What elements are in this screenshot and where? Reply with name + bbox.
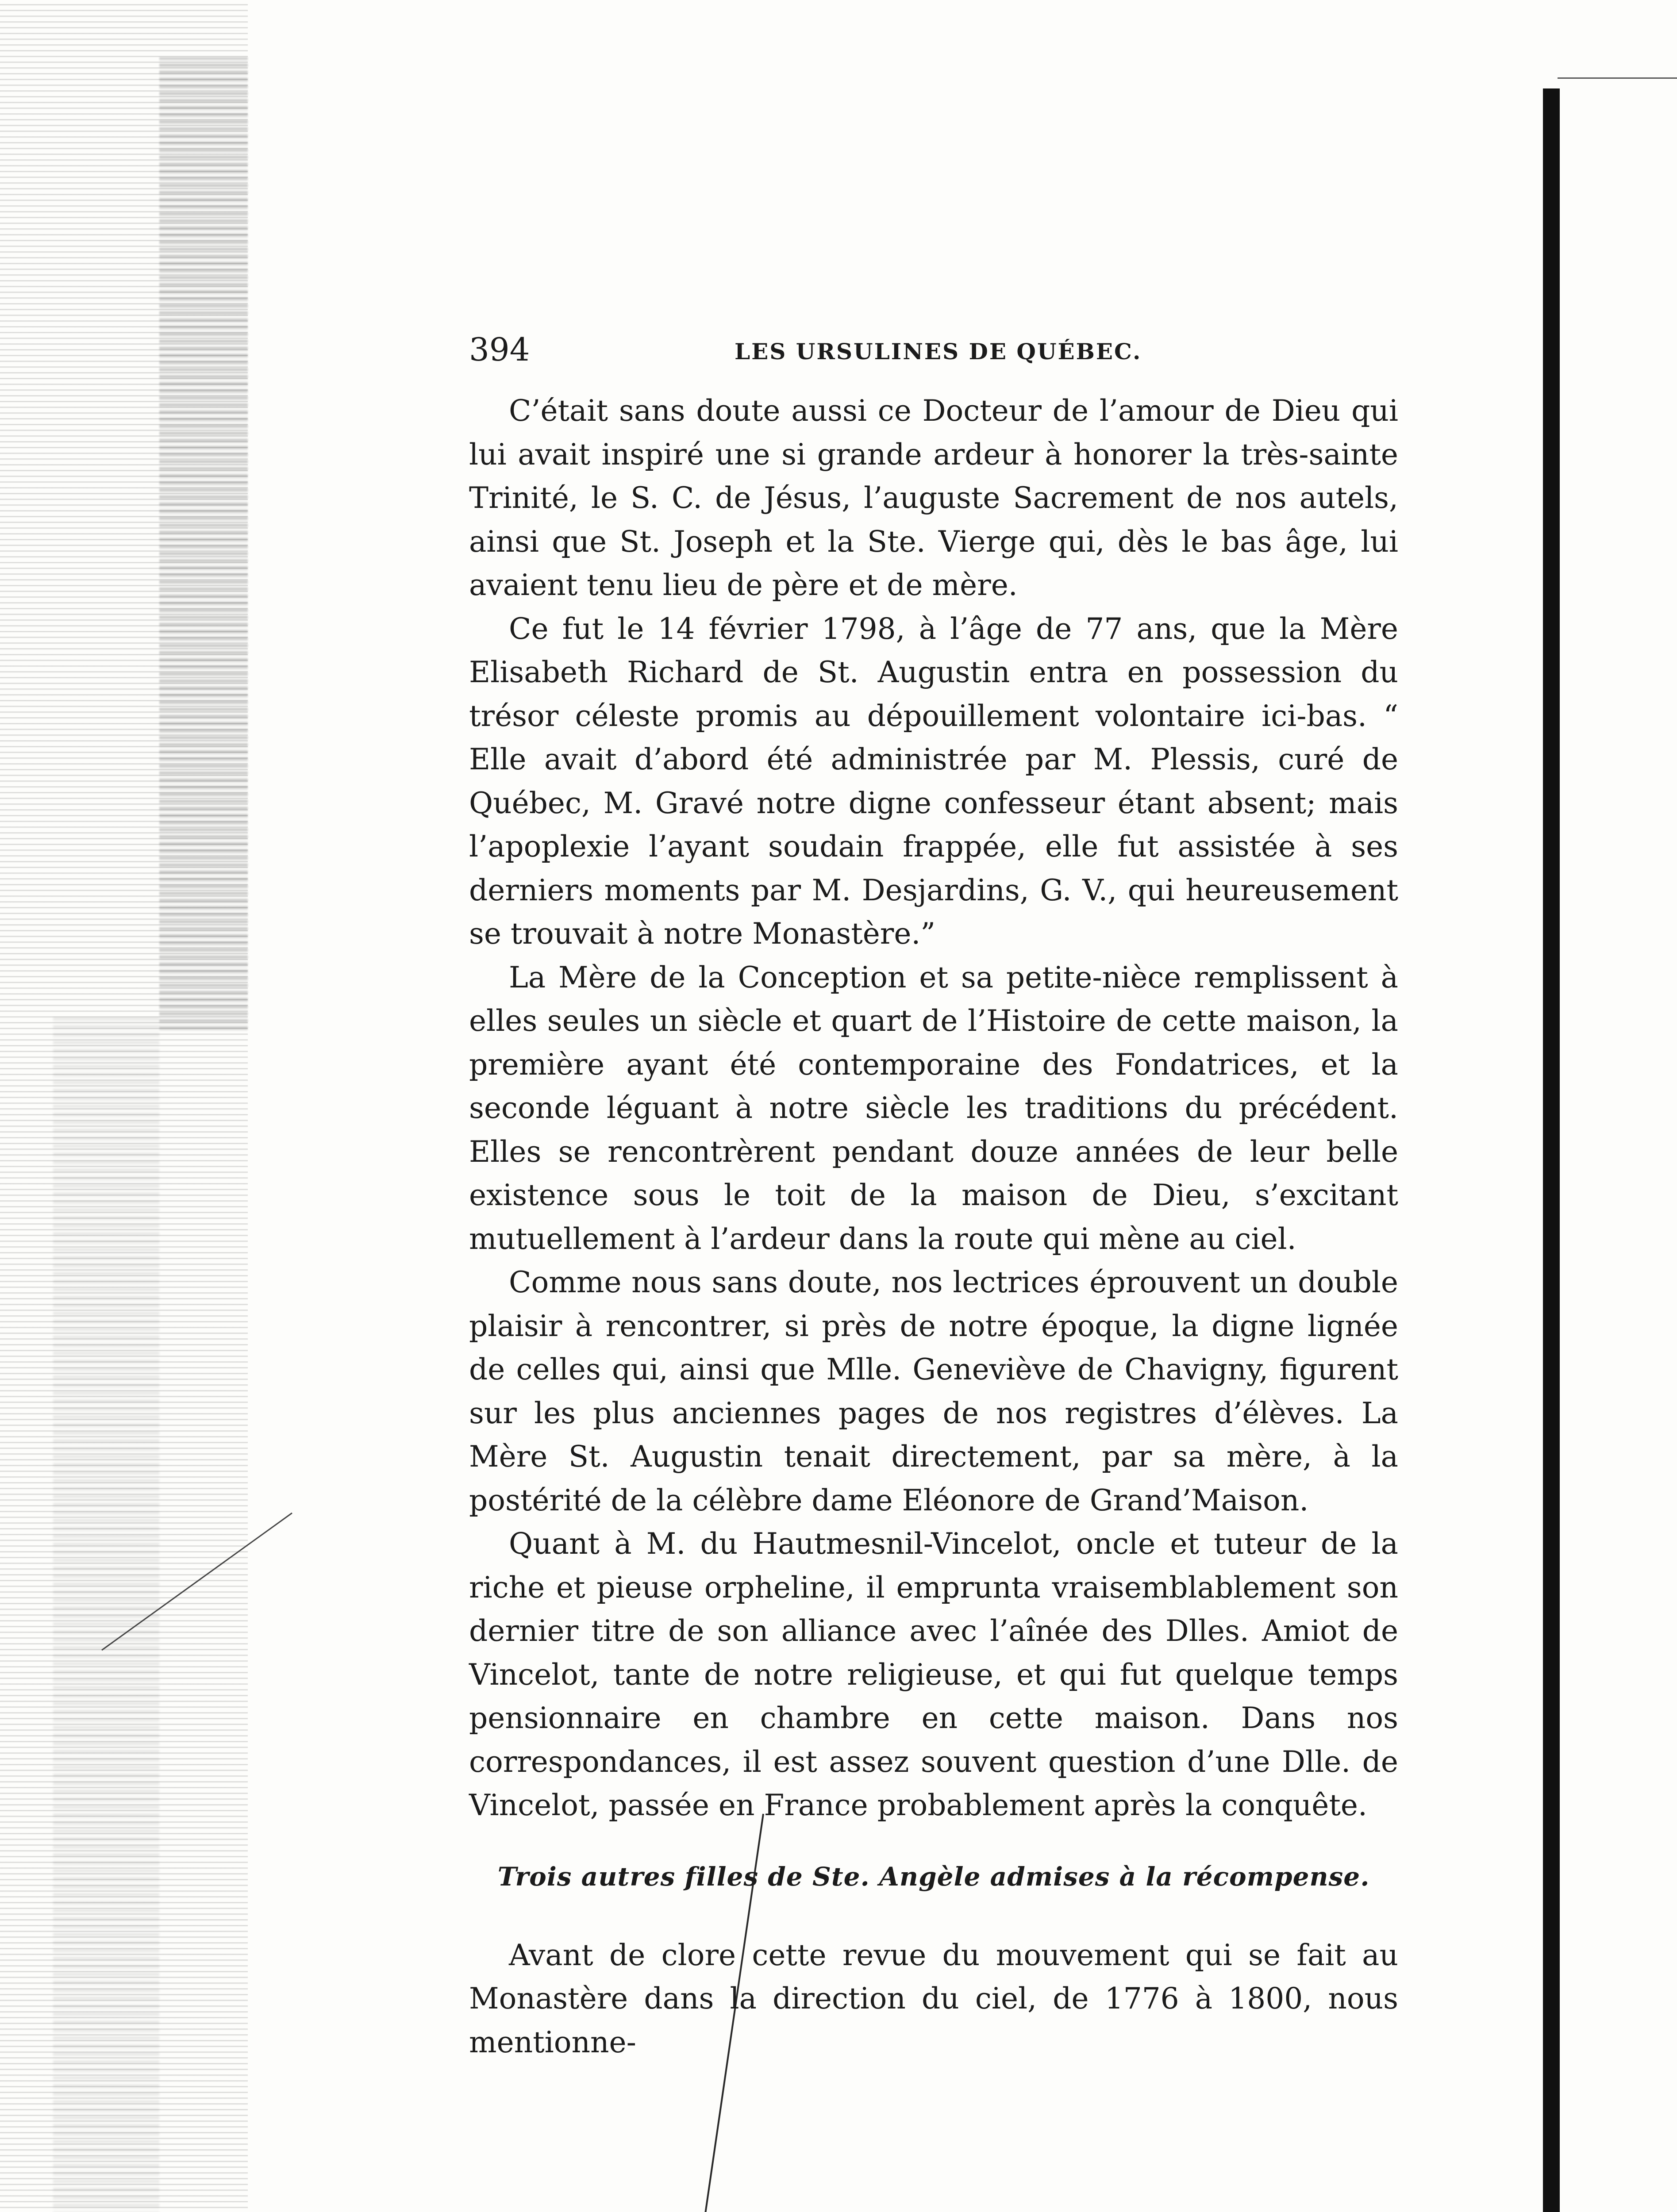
right-binding-bar — [1543, 88, 1560, 2212]
running-head: LES URSULINES DE QUÉBEC. — [735, 338, 1142, 365]
scan-noise-lower — [53, 1018, 159, 2212]
scan-noise-upper — [159, 58, 248, 1031]
page-header — [469, 327, 1398, 376]
paragraph-3: La Mère de la Conception et sa petite-nièce remplissent à elles seules un siècle et quart de l’Histoire de cette maison, la première ayant été contemporaine des Fondatrices, et la seconde léguant à notre siècle les traditions du précédent. Elles se rencontrèrent pendant douze années de leur belle existence sous le toit de la maison de Dieu, s’excitant mutuellement à l’ardeur dans la route qui mène au ciel. — [469, 960, 1398, 1256]
page-content — [469, 327, 1398, 2064]
paragraph-final: Avant de clore cette revue du mouvement qui se fait au Monastère dans la direction du ciel, de 1776 à 1800, nous mentionne- — [469, 1938, 1398, 2059]
paragraph-1: C’était sans doute aussi ce Docteur de l’amour de Dieu qui lui avait inspiré une si grande ardeur à honorer la très-sainte Trinité, le S. C. de Jésus, l’auguste Sacrement de nos autels, ainsi que St. Joseph et la Ste. Vierge qui, dès le bas âge, lui avaient tenu lieu de père et de mère. — [469, 394, 1398, 602]
section-heading: Trois autres filles de Ste. Angèle admises à la récompense. — [497, 1861, 1370, 1892]
paragraph-2: Ce fut le 14 février 1798, à l’âge de 77 ans, que la Mère Elisabeth Richard de St. Augustin entra en possession du trésor céleste promis au dépouillement volontaire ici-bas. “ Elle avait d’abord été administrée par M. Plessis, curé de Québec, M. Gravé notre digne confesseur étant absent; mais l’apoplexie l’ayant soudain frappée, elle fut assistée à ses derniers moments par M. Desjardins, G. V., qui heureusement se trouvait à notre Monastère.” — [469, 611, 1398, 951]
paragraph-4: Comme nous sans doute, nos lectrices éprouvent un double plaisir à rencontrer, si près de notre époque, la digne lignée de celles qui, ainsi que Mlle. Geneviève de Chavigny, figurent sur les plus anciennes pages de nos registres d’élèves. La Mère St. Augustin tenait directement, par sa mère, à la postérité de la célèbre dame Eléonore de Grand’Maison. — [469, 1265, 1398, 1517]
page-number: 394 — [469, 331, 530, 368]
paragraph-5: Quant à M. du Hautmesnil-Vincelot, oncle et tuteur de la riche et pieuse orpheline, il emprunta vraisemblablement son dernier titre de son alliance avec l’aînée des Dlles. Amiot de Vincelot, tante de notre religieuse, et qui fut quelque temps pensionnaire en chambre en cette maison. Dans nos correspondances, il est assez souvent question d’une Dlle. de Vincelot, passée en France probablement après la conquête. — [469, 1527, 1398, 1822]
top-right-rule — [1558, 77, 1677, 79]
